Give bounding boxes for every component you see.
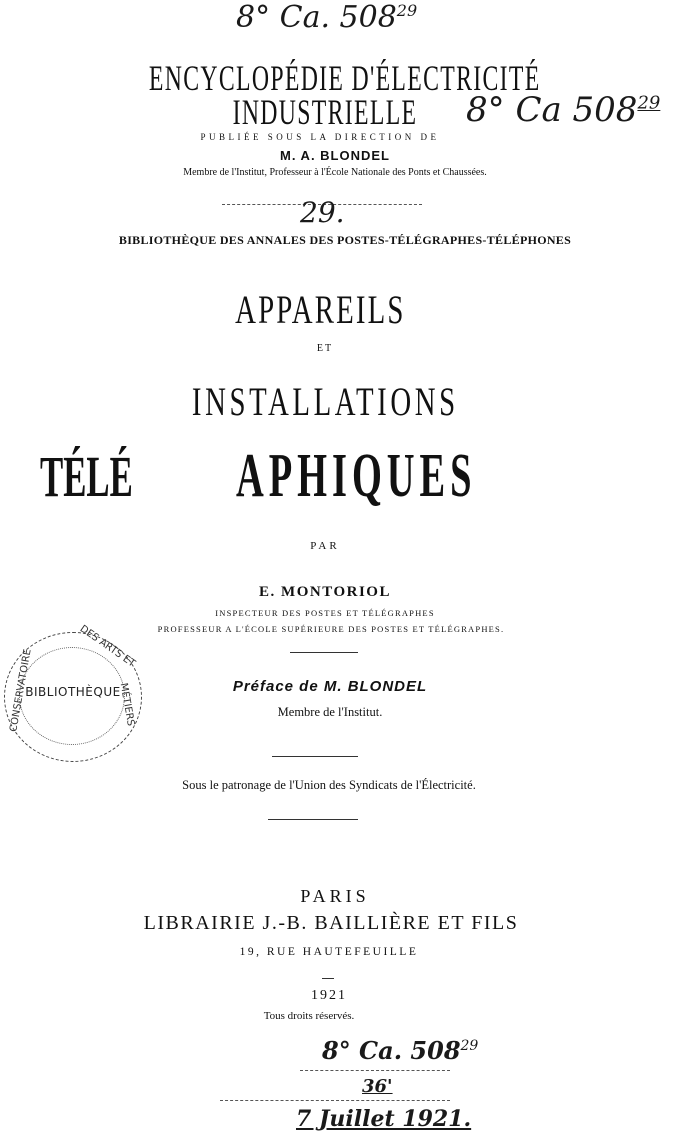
title-conjunction: ET — [316, 343, 334, 354]
director-title: Membre de l'Institut, Professeur à l'École Nationale des Ponts et Chaussées. — [183, 167, 487, 178]
director-name: M. A. BLONDEL — [279, 148, 390, 163]
handwritten-shelfmark-right — [466, 90, 660, 130]
stamp-ring-right: MÉTIERS — [117, 682, 137, 727]
handwritten-shelfmark-bottom — [322, 1036, 478, 1065]
author-name: E. MONTORIOL — [259, 584, 391, 600]
handwritten-date: 7 Juillet 1921. — [296, 1106, 472, 1132]
publication-year: 1921 — [311, 988, 347, 1003]
main-title-line3 — [236, 444, 624, 508]
handwritten-shelfmark-top — [236, 0, 417, 35]
direction-label: PUBLIÉE SOUS LA DIRECTION DE — [200, 132, 440, 142]
divider-rule — [290, 652, 358, 653]
author-title-1: INSPECTEUR DES POSTES ET TÉLÉGRAPHES — [215, 608, 435, 618]
divider-rule — [322, 978, 334, 979]
divider-rule — [272, 756, 358, 757]
address: 19, RUE HAUTEFEUILLE — [239, 946, 419, 958]
stamp-ring-left: CONSERVATOIRE — [8, 648, 34, 733]
stamp-ring-top: DES ARTS ET — [77, 623, 137, 670]
handwritten-accession-number: 36' — [362, 1076, 393, 1097]
series-title-text-2: INDUSTRIELLE — [232, 92, 418, 132]
city: PARIS — [300, 886, 370, 906]
publisher: LIBRAIRIE J.-B. BAILLIÈRE ET FILS — [143, 912, 519, 934]
stamp-label: BIBLIOTHÈQUE — [25, 685, 121, 699]
title-text-1: APPAREILS — [234, 287, 406, 332]
rights-notice: Tous droits réservés. — [263, 1010, 355, 1022]
by-label: PAR — [310, 540, 340, 552]
series-title-text-1: ENCYCLOPÉDIE D'ÉLECTRICITÉ — [149, 58, 541, 98]
handwritten-volume-number: 29. — [300, 196, 345, 229]
shelfmark-sup: 29 — [396, 1, 418, 20]
shelfmark-bottom-text: 8° Ca. 508 — [322, 1036, 461, 1065]
shelfmark-bottom-sup: 29 — [460, 1038, 479, 1054]
title-text-3-partial: TÉLÉ — [40, 444, 133, 509]
dotted-line — [300, 1070, 450, 1071]
main-title-line3-damaged-left — [40, 444, 180, 509]
collection-title: BIBLIOTHÈQUE DES ANNALES DES POSTES-TÉLÉGRAPHES-TÉLÉPHONES — [118, 233, 572, 247]
preface-author-title: Membre de l'Institut. — [277, 705, 383, 719]
shelfmark-right-sup: 29 — [637, 92, 661, 114]
author-title-2: PROFESSEUR A L'ÉCOLE SUPÉRIEURE DES POSTES ET TÉLÉGRAPHES. — [157, 624, 505, 634]
library-stamp — [4, 623, 142, 762]
shelfmark-text: 8° Ca. 508 — [236, 0, 397, 35]
patronage-line: Sous le patronage de l'Union des Syndicats de l'Électricité. — [182, 778, 476, 792]
title-text-2: INSTALLATIONS — [191, 379, 459, 424]
main-title-line2 — [0, 378, 670, 425]
title-text-3: APHIQUES — [236, 442, 477, 510]
main-title-line1 — [0, 286, 665, 333]
shelfmark-right-text: 8° Ca 508 — [466, 90, 638, 130]
preface-line: Préface de M. BLONDEL — [232, 678, 428, 695]
divider-rule — [268, 819, 358, 820]
dotted-line — [220, 1100, 450, 1101]
